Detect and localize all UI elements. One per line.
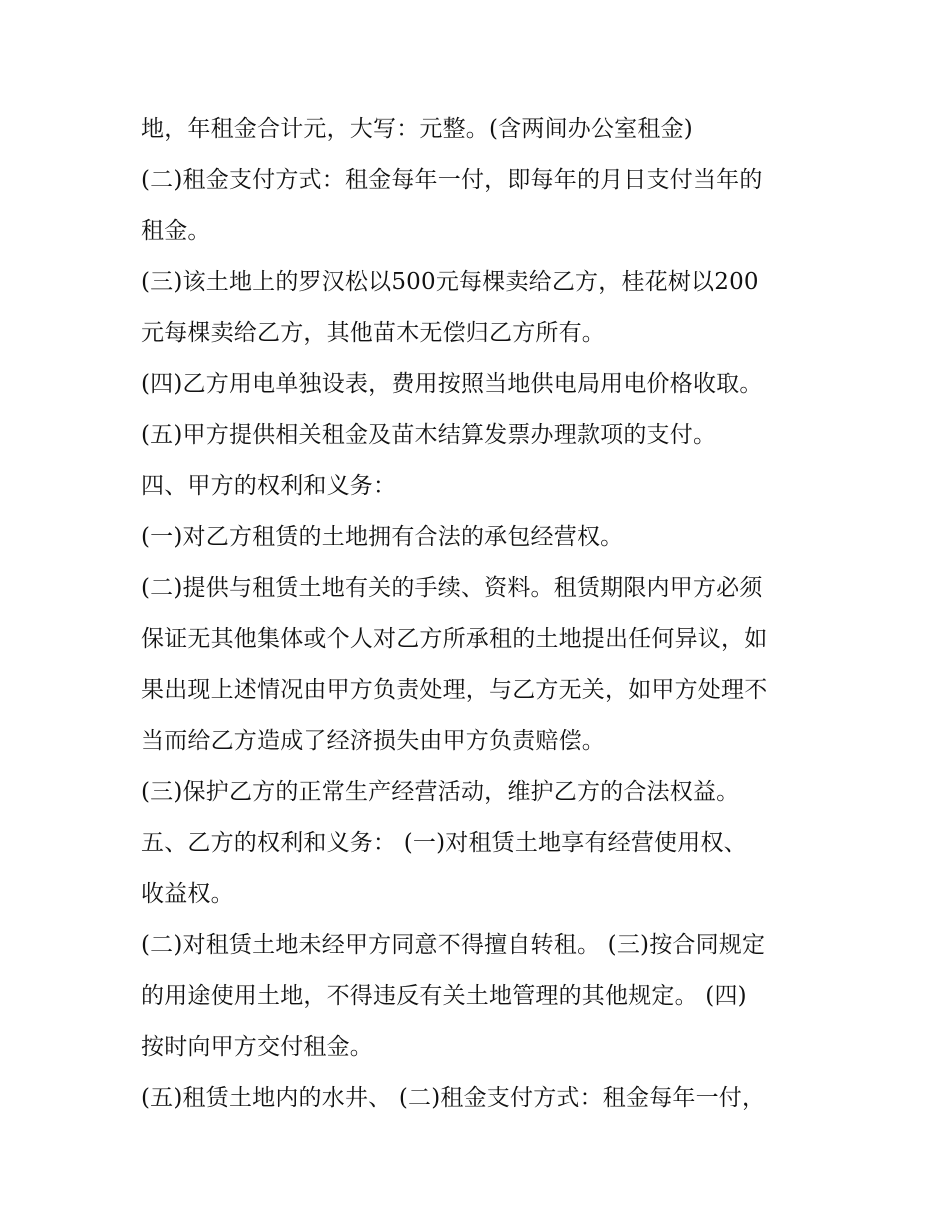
text-line: 租金。 (141, 218, 211, 244)
text-line: (三)该土地上的罗汉松以500元每棵卖给乙方，桂花树以200 (141, 269, 759, 295)
section-heading: 四、甲方的权利和义务： (141, 473, 397, 499)
text-line: (三)保护乙方的正常生产经营活动，维护乙方的合法权益。 (141, 779, 740, 805)
text-line: (五)甲方提供相关租金及苗木结算发票办理款项的支付。 (141, 422, 717, 448)
text-line: 收益权。 (141, 881, 234, 907)
text-line: (一)对乙方租赁的土地拥有合法的承包经营权。 (141, 524, 624, 550)
text-line: 按时向甲方交付租金。 (141, 1034, 373, 1060)
text-line: (四)乙方用电单独设表，费用按照当地供电局用电价格收取。 (141, 371, 763, 397)
text-line: 当而给乙方造成了经济损失由甲方负责赔偿。 (141, 728, 605, 754)
text-line: (五)租赁土地内的水井、 (二)租金支付方式：租金每年一付， (141, 1085, 766, 1111)
text-line: 的用途使用土地，不得违反有关土地管理的其他规定。 (四) (141, 983, 747, 1009)
text-line: (二)对租赁土地未经甲方同意不得擅自转租。 (三)按合同规定 (141, 932, 766, 958)
text-line: 果出现上述情况由甲方负责处理，与乙方无关，如甲方处理不 (141, 677, 768, 703)
text-line: 地，年租金合计元，大写：元整。(含两间办公室租金) (141, 116, 693, 142)
text-line: (二)租金支付方式：租金每年一付，即每年的月日支付当年的 (141, 167, 763, 193)
text-line: (二)提供与租赁土地有关的手续、资料。租赁期限内甲方必须 (141, 575, 763, 601)
document-body (141, 104, 831, 1124)
text-line: 元每棵卖给乙方，其他苗木无偿归乙方所有。 (141, 320, 605, 346)
text-line: 保证无其他集体或个人对乙方所承租的土地提出任何异议，如 (141, 626, 768, 652)
section-heading: 五、乙方的权利和义务： (一)对租赁土地享有经营使用权、 (141, 830, 747, 856)
